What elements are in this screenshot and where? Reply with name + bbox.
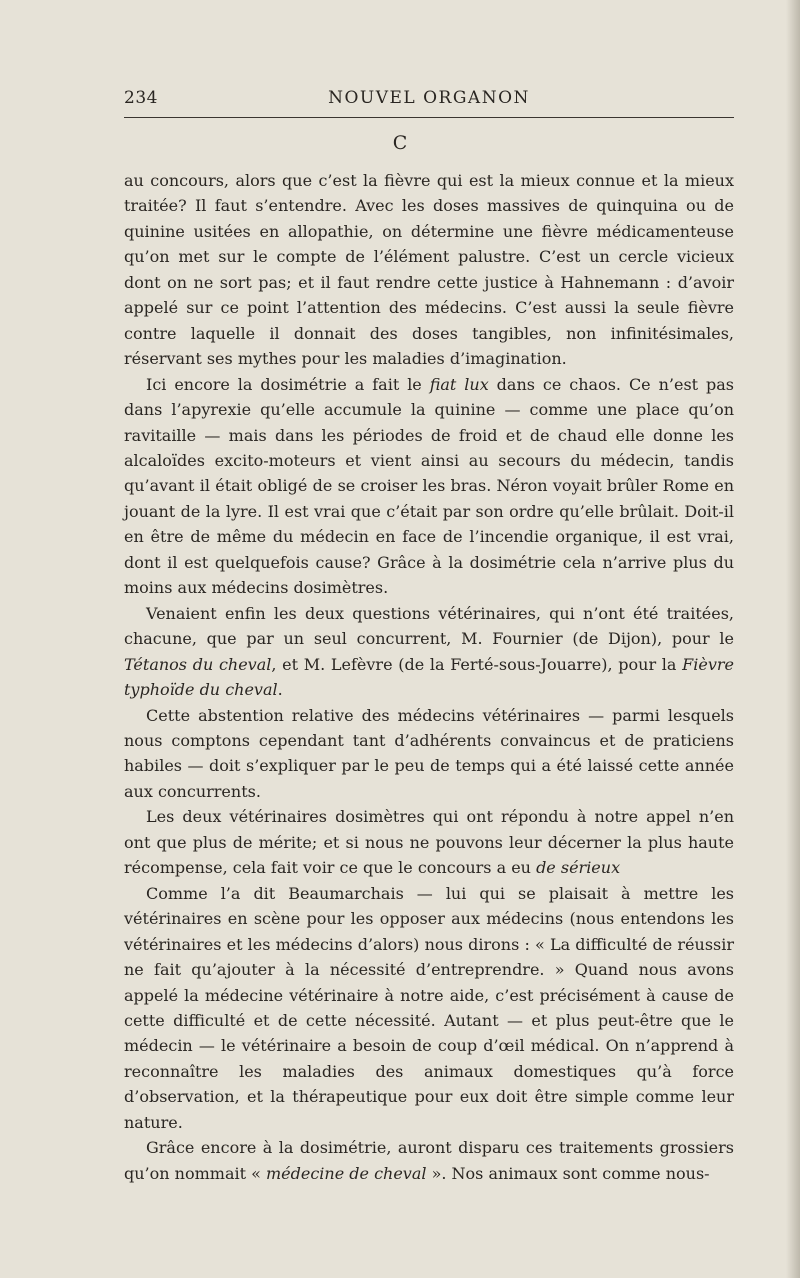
paragraph xyxy=(124,703,734,805)
text-run: Ici encore la dosimétrie a fait le xyxy=(146,374,430,394)
paragraph xyxy=(124,804,734,880)
paragraph xyxy=(124,372,734,601)
text-run: , et M. Lefèvre (de la Ferté-sous-Jouarre), pour la xyxy=(271,654,683,674)
paragraph xyxy=(124,601,734,703)
italic-text: Fièvre typhoïde du cheval xyxy=(124,654,734,700)
italic-text: Tétanos du cheval xyxy=(124,654,272,674)
text-run: Grâce encore à la dosimétrie, auront disparu ces traitements grossiers qu’on nommait « xyxy=(124,1138,734,1183)
text-run: Les deux vétérinaires dosimètres qui ont répondu à notre appel n’en ont que plus de mérite; et si nous ne pouvons leur décerner la plus haute récompense, cela fait voir ce que le concours a eu xyxy=(124,807,734,878)
text-run: ». Nos animaux sont comme nous- xyxy=(426,1163,710,1183)
page-number: 234 xyxy=(124,88,158,108)
text-run: Cette abstention relative des médecins vétérinaires — parmi lesquels nous comptons cependant tant d’adhérents convaincus et de praticiens habiles — doit s’expliquer par le peu de temps qui a été laissé cette année aux concurrents. xyxy=(124,705,734,801)
italic-text: fiat lux xyxy=(429,374,489,394)
text-run: Venaient enfin les deux questions vétérinaires, qui n’ont été traitées, chacune, que par un seul concurrent, M. Fournier (de Dijon), pour le xyxy=(124,603,734,649)
text-run: dans ce chaos. Ce n’est pas dans l’apyrexie qu’elle accumule la quinine — comme une place qu’on ravitaille — mais dans les périodes de froid et de chaud elle donne les alcaloïdes excito-moteurs et vient ainsi au secours du médecin, tandis qu’avant il était obligé de se croiser les bras. Néron voyait brûler Rome en jouant de la lyre. Il est vrai que c’était par son ordre qu’elle brûlait. Doit-il en être de même du médecin en face de l’incendie organique, il est vrai, dont il est quelquefois cause? Grâce à la dosimétrie cela n’arrive plus du moins aux médecins dosimètres. xyxy=(124,374,735,598)
header-rule xyxy=(124,117,734,118)
running-head xyxy=(124,88,734,112)
text-run: . xyxy=(277,680,283,700)
italic-text: de sérieux xyxy=(536,858,621,878)
text-run: Comme l’a dit Beaumarchais — lui qui se plaisait à mettre les vétérinaires en scène pour les opposer aux médecins (nous entendons les vétérinaires et les médecins d’alors) nous dirons : « La difficulté de réussir ne fait qu’ajouter à la nécessité d’entreprendre. » Quand nous avons appelé la médecine vétérinaire à notre aide, c’est précisément à cause de cette difficulté et de cette nécessité. Autant — et plus peut-être que le médecin — le vétérinaire a besoin de coup d’œil médical. On n’apprend à reconnaître les maladies des animaux domestiques qu’à force d’observation, et la thérapeutique pour eux doit être simple comme leur nature. xyxy=(124,883,734,1132)
paragraph xyxy=(124,1135,734,1186)
paragraph xyxy=(124,881,734,1136)
signature-mark: C xyxy=(392,132,408,154)
book-title: NOUVEL ORGANON xyxy=(328,88,530,108)
paragraph xyxy=(124,168,734,372)
page-edge-shadow xyxy=(786,0,800,1278)
body-text xyxy=(124,168,734,1186)
italic-text: médecine de cheval xyxy=(265,1163,427,1183)
text-run: au concours, alors que c’est la fièvre qui est la mieux connue et la mieux traitée? Il faut s’entendre. Avec les doses massives de quinquina ou de quinine usitées en allopathie, on détermine une fièvre médicamenteuse qu’on met sur le compte de l’élément palustre. C’est un cercle vicieux dont on ne sort pas; et il faut rendre cette justice à Hahnemann : d’avoir appelé sur ce point l’attention des médecins. C’est aussi la seule fièvre contre laquelle il donnait des doses tangibles, non infinitésimales, réservant ses mythes pour les maladies d’imagination. xyxy=(124,171,734,369)
